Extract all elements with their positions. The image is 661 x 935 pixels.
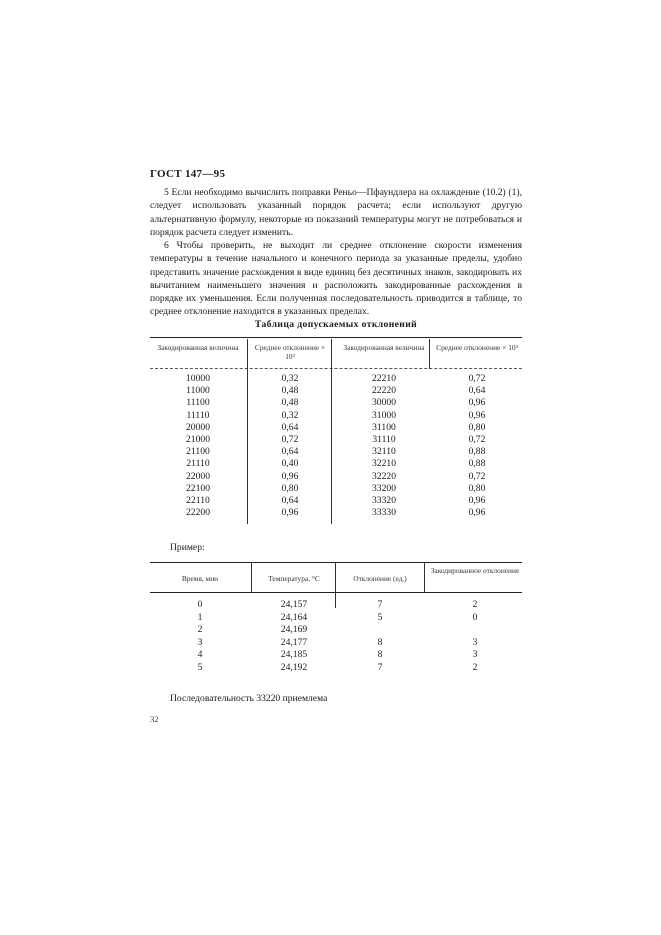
table-cell: 0,96 (468, 409, 486, 421)
table-cell: 0,48 (281, 397, 299, 409)
table-header-deviation-1: Среднее отклонение × 10³ (254, 343, 326, 361)
table-cell: 11100 (186, 397, 210, 409)
table-header-coded-1: Закодированная величина (157, 343, 239, 352)
example-cell: 2 (472, 599, 478, 610)
example-cell: 5 (197, 662, 203, 673)
example-top-rule (150, 562, 522, 563)
table-cell: 0,96 (281, 470, 299, 482)
example-header-coded-deviation: Закодированное отклонение (430, 566, 520, 575)
table-cell: 33320 (372, 495, 396, 506)
table-cell: 0,40 (281, 458, 299, 470)
table-cell: 21100 (186, 446, 210, 458)
table-cell: 0,96 (281, 507, 299, 519)
paragraph-6: 6 Чтобы проверить, не выходит ли среднее отклонение скорости изменения температуры в течение начального и конечного периода за указанные пределы, удобно представить значение расхождения в виде единиц без десятичных знаков, закодировать их вычитанием наименьшего значения и расположить закодированные расхождения в порядке их уменьшения. Если полученная последовательность приводится в таблице, то среднее отклонение находится в указанных пределах. (150, 240, 522, 318)
table-cell: 33200 (372, 482, 396, 494)
example-cell: 24,185 (280, 649, 308, 661)
table-cell: 20000 (186, 421, 210, 433)
table-cell: 0,80 (468, 482, 486, 494)
table-cell: 32220 (372, 470, 396, 482)
page-number: 32 (150, 714, 159, 724)
example-cell: 3 (472, 636, 478, 648)
table-cell: 0,72 (468, 470, 486, 482)
table-cell: 22200 (186, 507, 210, 519)
example-header-deviation: Отклонение (ед.) (353, 574, 407, 583)
example-cell: 0 (197, 599, 203, 610)
example-cell: 2 (197, 624, 203, 636)
table-cell: 0,64 (281, 446, 299, 458)
table-cell: 21000 (186, 434, 210, 445)
example-cell: 24,164 (280, 611, 308, 623)
table-cell: 0,32 (281, 373, 299, 384)
table-cell: 32110 (372, 446, 396, 458)
table-cell: 0,72 (468, 434, 486, 445)
table-cell: 0,48 (281, 385, 299, 397)
table-cell: 0,96 (468, 397, 486, 409)
table-cell: 21110 (186, 458, 210, 470)
table-col-divider (429, 339, 430, 369)
table-col-divider (331, 339, 332, 524)
table-cell: 11110 (186, 409, 210, 421)
table-cell: 22100 (186, 482, 210, 494)
example-header-time: Время, мин (181, 574, 219, 583)
example-col-divider (424, 563, 425, 593)
table-col-divider (247, 339, 248, 524)
table-cell: 0,88 (468, 458, 486, 470)
table-cell: 0,80 (281, 482, 299, 494)
table-top-rule (150, 337, 522, 338)
document-code-header: ГОСТ 147—95 (150, 168, 226, 180)
table-header-deviation-2: Среднее отклонение × 10³ (436, 343, 518, 352)
example-cell: 24,169 (280, 624, 308, 636)
table-cell: 0,64 (281, 495, 299, 506)
example-cell: 1 (197, 611, 203, 623)
example-cell: 2 (472, 662, 478, 673)
table-cell: 0,80 (468, 421, 486, 433)
table-caption: Таблица допускаемых отклонений (254, 319, 418, 330)
table-cell: 0,72 (468, 373, 486, 384)
table-cell: 33330 (372, 507, 396, 519)
example-cell: 3 (472, 649, 478, 661)
example-cell: 8 (377, 636, 383, 648)
table-cell: 11000 (186, 385, 210, 397)
table-cell: 0,64 (468, 385, 486, 397)
example-col-divider (335, 563, 336, 608)
table-cell: 31110 (372, 434, 396, 445)
example-cell: 3 (197, 636, 203, 648)
table-cell: 0,96 (468, 507, 486, 519)
example-cell: 24,157 (280, 599, 308, 610)
example-col-divider (251, 563, 252, 593)
table-cell: 22210 (372, 373, 396, 384)
table-cell: 31100 (372, 421, 396, 433)
table-cell: 0,96 (468, 495, 486, 506)
table-cell: 31000 (372, 409, 396, 421)
table-cell: 22220 (372, 385, 396, 397)
example-cell: 7 (377, 599, 383, 610)
example-cell: 24,177 (280, 636, 308, 648)
table-header-rule (150, 368, 522, 369)
table-cell: 0,72 (281, 434, 299, 445)
table-cell: 32210 (372, 458, 396, 470)
table-cell: 10000 (186, 373, 210, 384)
table-header-coded-2: Закодированная величина (343, 343, 425, 352)
example-header-temperature: Температура, °С (268, 574, 320, 583)
table-cell: 22000 (186, 470, 210, 482)
sequence-note: Последовательность 33220 приемлема (170, 693, 328, 704)
example-cell: 0 (472, 611, 478, 623)
example-cell: 24,192 (280, 662, 308, 673)
table-cell: 0,88 (468, 446, 486, 458)
table-cell: 22110 (186, 495, 210, 506)
example-header-rule (150, 592, 522, 593)
example-cell: 8 (377, 649, 383, 661)
example-label: Пример: (170, 542, 205, 553)
table-cell: 0,64 (281, 421, 299, 433)
table-cell: 0,32 (281, 409, 299, 421)
paragraph-5: 5 Если необходимо вычислить поправки Реньо—Пфаундлера на охлаждение (10.2) (1), следует использовать указанный порядок расчета; если используют другую альтернативную формулу, некоторые из показаний температуры могут не потребоваться и порядок расчета следует изменить. (150, 187, 522, 238)
example-cell: 4 (197, 649, 203, 661)
example-cell: 5 (377, 611, 383, 623)
example-cell: 7 (377, 662, 383, 673)
table-cell: 30000 (372, 397, 396, 409)
